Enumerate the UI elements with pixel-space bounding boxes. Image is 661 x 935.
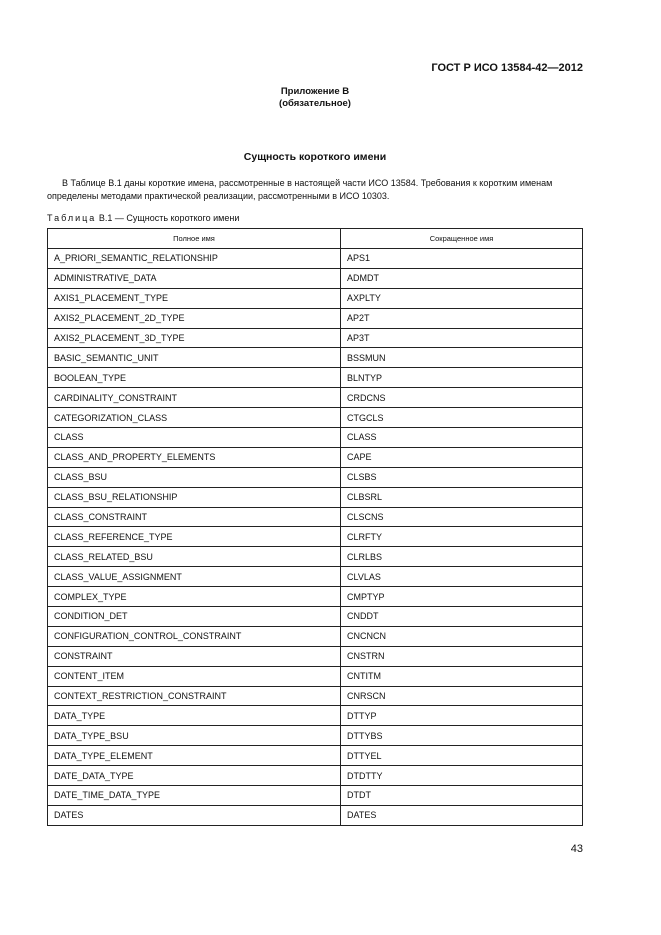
table-row — [48, 487, 583, 507]
table-row — [48, 587, 583, 607]
full-name-cell: AXIS2_PLACEMENT_2D_TYPE — [48, 308, 341, 328]
full-name-cell: CONSTRAINT — [48, 646, 341, 666]
short-name-cell: AP2T — [341, 308, 583, 328]
full-name-cell: CONDITION_DET — [48, 607, 341, 627]
full-name-cell: AXIS1_PLACEMENT_TYPE — [48, 288, 341, 308]
short-name-cell: ADMDT — [341, 268, 583, 288]
table-row — [48, 646, 583, 666]
full-name-cell: CLASS_BSU_RELATIONSHIP — [48, 487, 341, 507]
full-name-cell: A_PRIORI_SEMANTIC_RELATIONSHIP — [48, 249, 341, 269]
full-name-cell: CONFIGURATION_CONTROL_CONSTRAINT — [48, 626, 341, 646]
full-name-cell: CLASS_RELATED_BSU — [48, 547, 341, 567]
full-name-cell: CLASS_VALUE_ASSIGNMENT — [48, 567, 341, 587]
full-name-cell: CONTENT_ITEM — [48, 666, 341, 686]
short-name-cell: AP3T — [341, 328, 583, 348]
page-number: 43 — [570, 843, 583, 855]
table-row — [48, 766, 583, 786]
short-name-cell: BSSMUN — [341, 348, 583, 368]
short-name-cell: DTTYP — [341, 706, 583, 726]
full-name-cell: DATA_TYPE — [48, 706, 341, 726]
full-name-cell: DATE_TIME_DATA_TYPE — [48, 786, 341, 806]
short-name-cell: CNTITM — [341, 666, 583, 686]
table-row — [48, 268, 583, 288]
annex-status: (обязательное) — [279, 98, 351, 109]
short-name-cell: CNDDT — [341, 607, 583, 627]
table-row — [48, 666, 583, 686]
column-header-full-name: Полное имя — [48, 229, 341, 249]
full-name-cell: BASIC_SEMANTIC_UNIT — [48, 348, 341, 368]
short-name-cell: CLRFTY — [341, 527, 583, 547]
table-caption-text: В.1 — Сущность короткого имени — [98, 213, 240, 223]
short-name-cell: DTDTTY — [341, 766, 583, 786]
short-name-cell: DATES — [341, 805, 583, 825]
table-row — [48, 527, 583, 547]
table-body — [48, 249, 583, 826]
table-row — [48, 567, 583, 587]
table-row — [48, 607, 583, 627]
full-name-cell: BOOLEAN_TYPE — [48, 368, 341, 388]
table-row — [48, 686, 583, 706]
table-row — [48, 467, 583, 487]
short-name-cell: CLVLAS — [341, 567, 583, 587]
table-row — [48, 408, 583, 428]
table-row — [48, 288, 583, 308]
section-title: Сущность короткого имени — [243, 151, 387, 163]
table-caption-label: Таблица — [47, 213, 97, 223]
table-row — [48, 388, 583, 408]
short-name-cell: CNRSCN — [341, 686, 583, 706]
full-name-cell: CONTEXT_RESTRICTION_CONSTRAINT — [48, 686, 341, 706]
full-name-cell: DATA_TYPE_BSU — [48, 726, 341, 746]
short-name-cell: CNSTRN — [341, 646, 583, 666]
table-row — [48, 368, 583, 388]
full-name-cell: CATEGORIZATION_CLASS — [48, 408, 341, 428]
table-row — [48, 786, 583, 806]
table-row — [48, 746, 583, 766]
short-name-cell: CMPTYP — [341, 587, 583, 607]
table-row — [48, 428, 583, 448]
table-row — [48, 626, 583, 646]
column-header-short-name: Сокращенное имя — [341, 229, 583, 249]
short-name-cell: CLRLBS — [341, 547, 583, 567]
full-name-cell: ADMINISTRATIVE_DATA — [48, 268, 341, 288]
annex-title: Приложение В — [280, 86, 350, 97]
short-name-cell: CRDCNS — [341, 388, 583, 408]
table-row — [48, 447, 583, 467]
short-name-cell: CLASS — [341, 428, 583, 448]
full-name-cell: DATES — [48, 805, 341, 825]
full-name-cell: CLASS_BSU — [48, 467, 341, 487]
full-name-cell: CLASS_REFERENCE_TYPE — [48, 527, 341, 547]
short-name-cell: DTTYBS — [341, 726, 583, 746]
full-name-cell: DATA_TYPE_ELEMENT — [48, 746, 341, 766]
table-row — [48, 726, 583, 746]
short-name-cell: CLSCNS — [341, 507, 583, 527]
table-row — [48, 805, 583, 825]
table-row — [48, 348, 583, 368]
short-name-cell: DTTYEL — [341, 746, 583, 766]
table-row — [48, 706, 583, 726]
intro-paragraph: В Таблице В.1 даны короткие имена, рассмотренные в настоящей части ИСО 13584. Требования к коротким именам определены методами практической реализации, рассмотренными в ИСО 10303. — [47, 178, 553, 201]
full-name-cell: DATE_DATA_TYPE — [48, 766, 341, 786]
full-name-cell: CLASS_CONSTRAINT — [48, 507, 341, 527]
table-row — [48, 249, 583, 269]
short-name-cell: CLBSRL — [341, 487, 583, 507]
standard-code: ГОСТ Р ИСО 13584-42—2012 — [431, 62, 583, 74]
short-name-cell: CNCNCN — [341, 626, 583, 646]
short-name-cell: CTGCLS — [341, 408, 583, 428]
annex-heading — [0, 86, 630, 110]
short-name-cell: DTDT — [341, 786, 583, 806]
full-name-cell: CLASS — [48, 428, 341, 448]
full-name-cell: CARDINALITY_CONSTRAINT — [48, 388, 341, 408]
table-caption — [47, 213, 239, 223]
short-name-cell: BLNTYP — [341, 368, 583, 388]
table-row — [48, 308, 583, 328]
full-name-cell: COMPLEX_TYPE — [48, 587, 341, 607]
table-row — [48, 547, 583, 567]
short-name-cell: CLSBS — [341, 467, 583, 487]
short-names-table — [47, 228, 583, 826]
table-row — [48, 507, 583, 527]
table-row — [48, 328, 583, 348]
short-name-cell: CAPE — [341, 447, 583, 467]
short-name-cell: APS1 — [341, 249, 583, 269]
short-name-cell: AXPLTY — [341, 288, 583, 308]
table-header-row — [48, 229, 583, 249]
full-name-cell: CLASS_AND_PROPERTY_ELEMENTS — [48, 447, 341, 467]
full-name-cell: AXIS2_PLACEMENT_3D_TYPE — [48, 328, 341, 348]
